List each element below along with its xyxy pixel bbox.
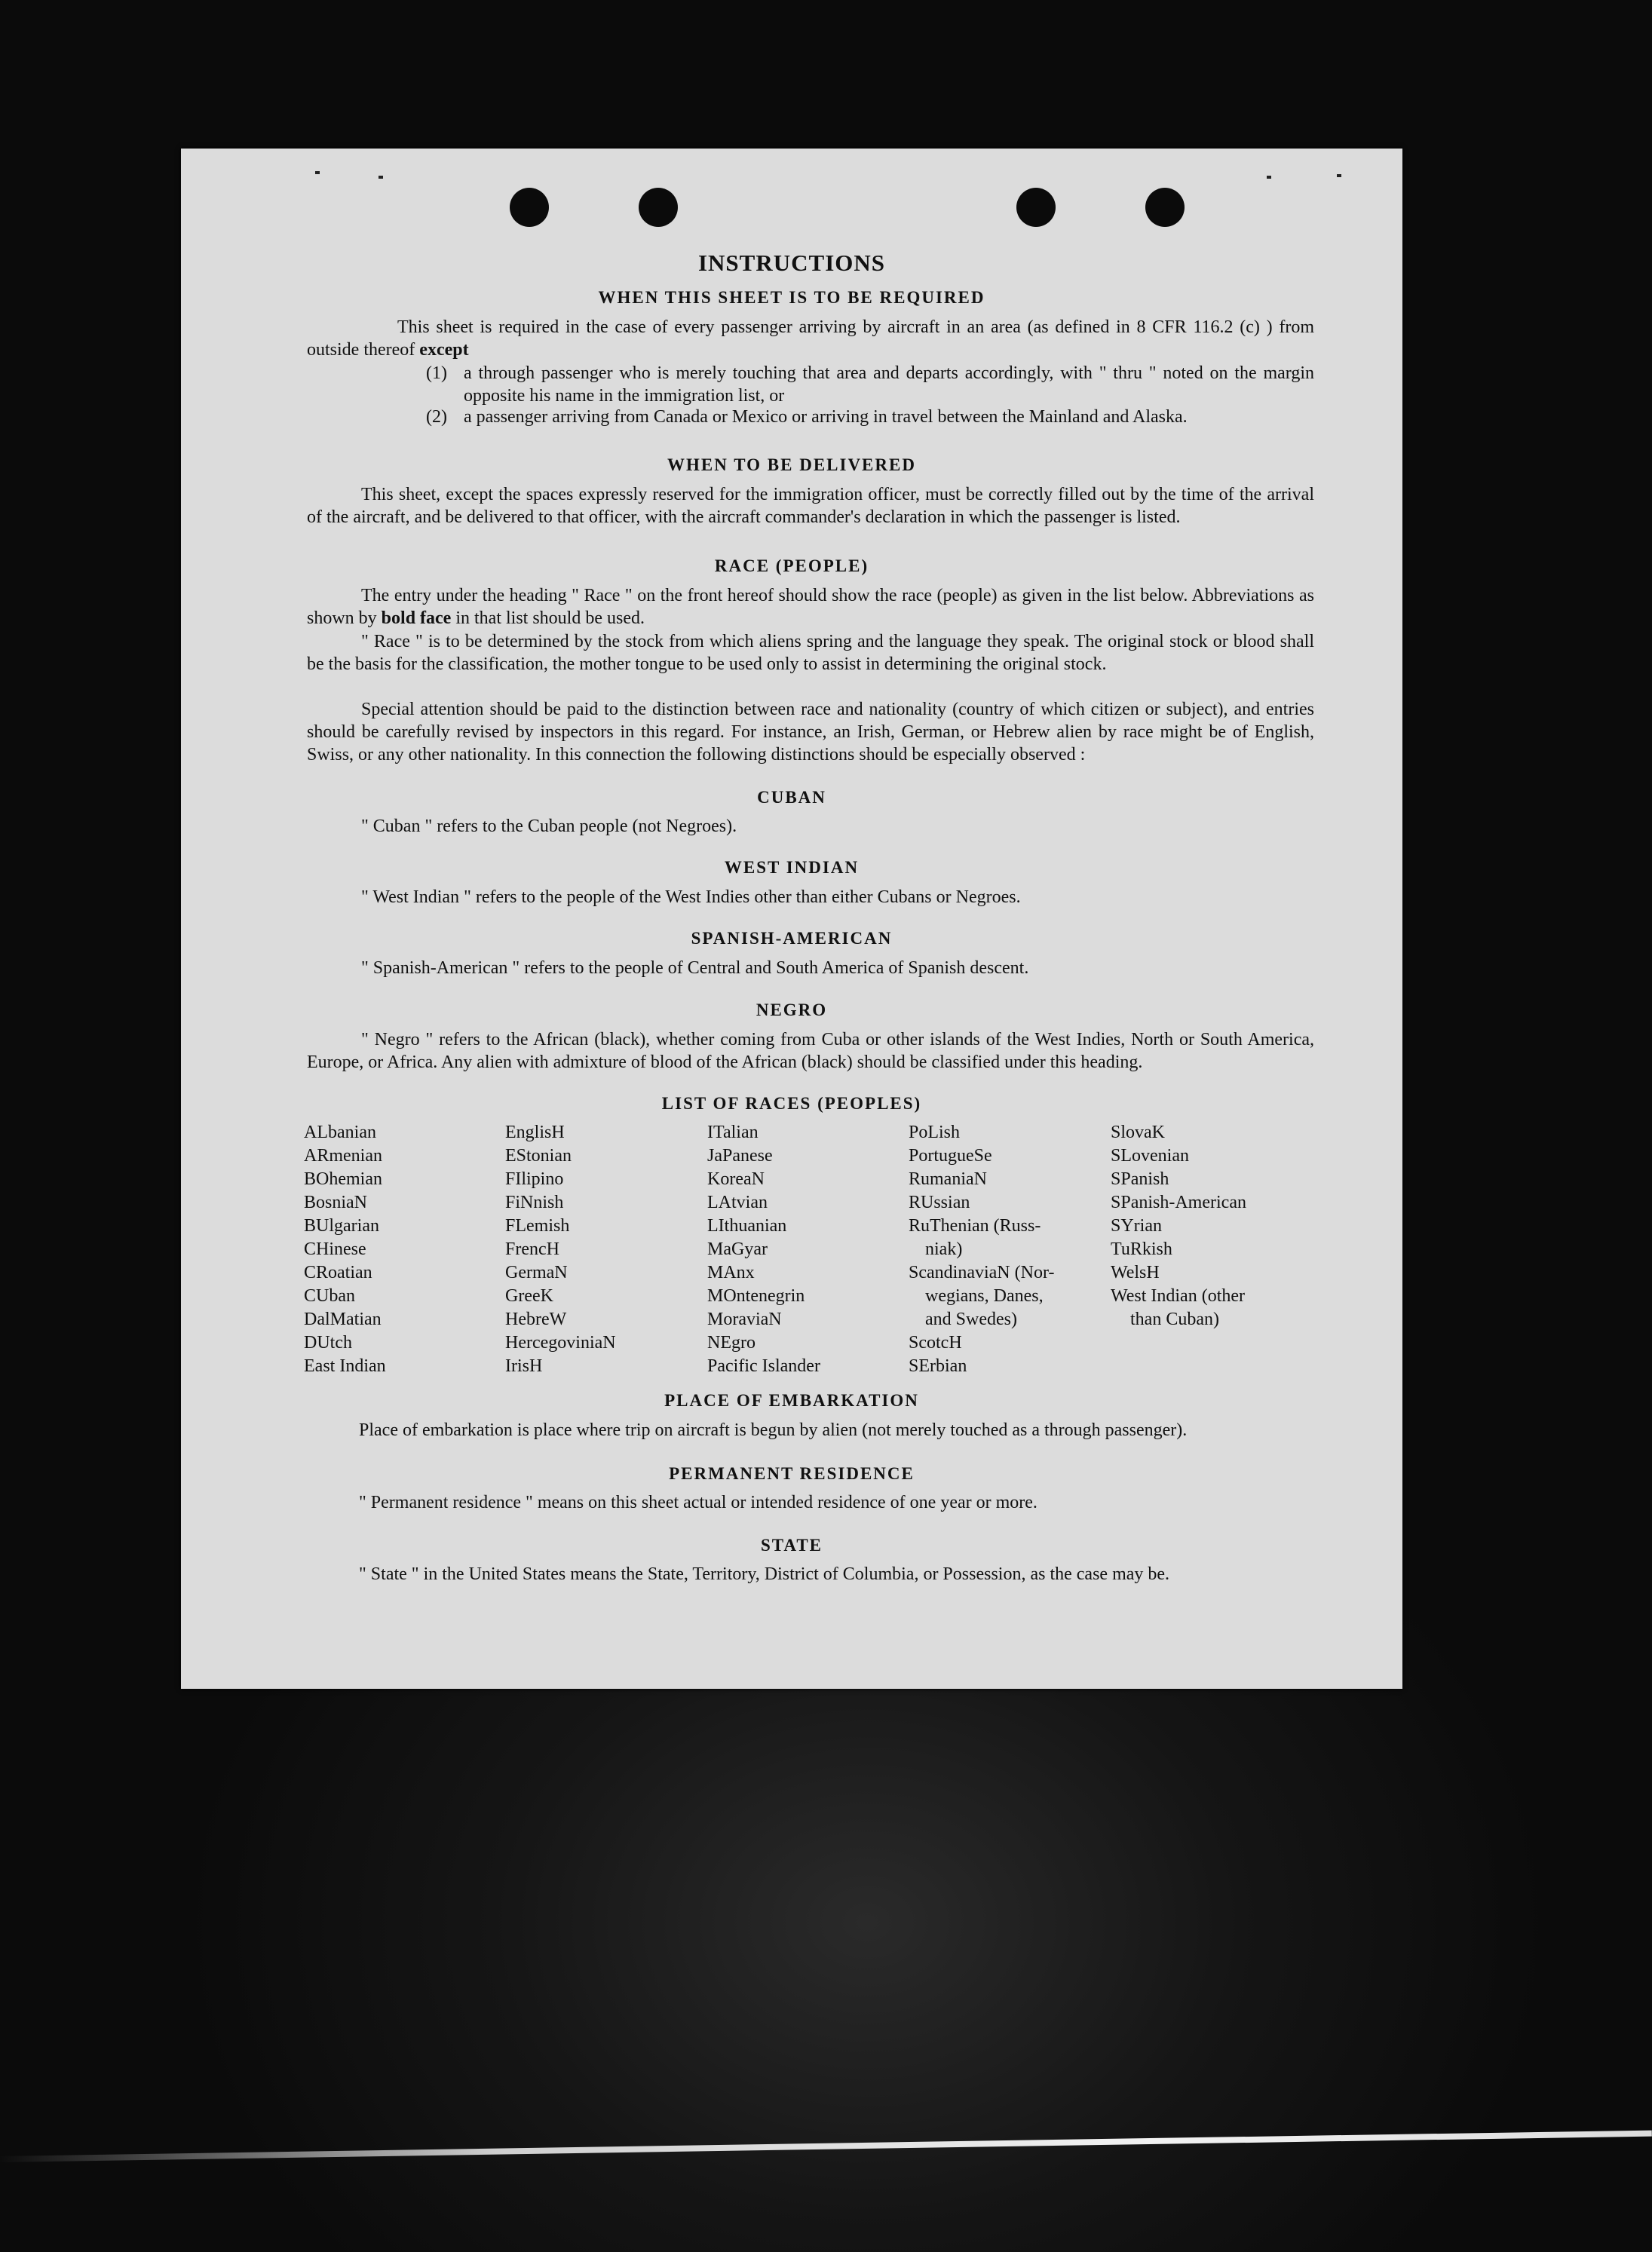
item1-number: (1) bbox=[426, 363, 447, 383]
punch-hole bbox=[510, 188, 549, 227]
heading-negro: NEGRO bbox=[756, 1000, 828, 1019]
race-entry: FLemish bbox=[505, 1216, 570, 1236]
race-entry: FiNnish bbox=[505, 1193, 564, 1212]
race-entry: MOntenegrin bbox=[707, 1286, 805, 1306]
race-entry: West Indian (other bbox=[1111, 1286, 1246, 1306]
heading-spanish-american: SPANISH-AMERICAN bbox=[691, 929, 893, 948]
race-entry: MaGyar bbox=[707, 1239, 768, 1259]
race-entry: ScandinaviaN (Nor- bbox=[909, 1263, 1055, 1282]
race-entry: and Swedes) bbox=[925, 1310, 1017, 1329]
scan-mark bbox=[315, 171, 320, 174]
race-entry: East Indian bbox=[304, 1356, 386, 1376]
race-entry: ITalian bbox=[707, 1123, 759, 1142]
para-when-delivered: This sheet, except the spaces expressly reserved for the immigration officer, must be correctly filled out by the time of the arrival of the aircraft, and be delivered to that officer, with the aircraft commander's declaration in which the passenger is listed. bbox=[307, 485, 1314, 527]
punch-hole bbox=[1145, 188, 1185, 227]
heading-residence: PERMANENT RESIDENCE bbox=[669, 1464, 915, 1483]
para-when-required bbox=[307, 316, 1314, 361]
race-entry: ScotcH bbox=[909, 1333, 962, 1353]
race-entry: IrisH bbox=[505, 1356, 543, 1376]
page-title: INSTRUCTIONS bbox=[697, 250, 885, 276]
scan-mark bbox=[1267, 176, 1271, 179]
race-entry: DUtch bbox=[304, 1333, 352, 1353]
item1-text: a through passenger who is merely touching that area and departs accordingly, with " thru " noted on the margin opposite his name in the immigration list, or bbox=[464, 363, 1314, 406]
para-race-3: Special attention should be paid to the distinction between race and nationality (country of which citizen or subject), and entries should be carefully revised by inspectors in this regard. For instance, an Irish, German, or Hebrew alien by race might be of English, Swiss, or any other nationality. In this connection the following distinctions should be especially observed : bbox=[307, 700, 1314, 764]
race-bold-face: bold face bbox=[381, 608, 452, 628]
race-entry: DalMatian bbox=[304, 1310, 382, 1329]
race-entry: FIlipino bbox=[505, 1169, 564, 1189]
races-column-4 bbox=[909, 1121, 1054, 1378]
heading-cuban: CUBAN bbox=[757, 788, 826, 807]
punch-hole bbox=[1016, 188, 1056, 227]
intro-emphasis: except bbox=[419, 340, 469, 360]
heading-when-required: WHEN THIS SHEET IS TO BE REQUIRED bbox=[598, 288, 985, 307]
para-race-1 bbox=[307, 584, 1314, 630]
para-negro: " Negro " refers to the African (black), whether coming from Cuba or other islands of the West Indies, North or South America, Europe, or Africa. Any alien with admixture of blood of the African (black) should be classified under this heading. bbox=[307, 1030, 1314, 1072]
para-state: " State " in the United States means the State, Territory, District of Columbia, or Possession, as the case may be. bbox=[359, 1564, 1170, 1584]
race-entry: SPanish bbox=[1111, 1169, 1169, 1189]
race-entry: TuRkish bbox=[1111, 1239, 1172, 1259]
race-entry: NEgro bbox=[707, 1333, 756, 1353]
race-entry: wegians, Danes, bbox=[925, 1286, 1044, 1306]
race-entry: FrencH bbox=[505, 1239, 559, 1259]
races-list bbox=[304, 1121, 1329, 1393]
race-entry: WelsH bbox=[1111, 1263, 1160, 1282]
race-entry: BOhemian bbox=[304, 1169, 382, 1189]
races-column-3 bbox=[707, 1121, 820, 1378]
race-entry: ALbanian bbox=[304, 1123, 376, 1142]
race-entry: BUlgarian bbox=[304, 1216, 379, 1236]
race-entry: MoraviaN bbox=[707, 1310, 782, 1329]
race-entry: RUssian bbox=[909, 1193, 970, 1212]
document-sheet bbox=[181, 149, 1402, 1689]
heading-list-of-races: LIST OF RACES (PEOPLES) bbox=[661, 1094, 922, 1113]
scan-mark bbox=[1337, 174, 1341, 177]
race-entry: than Cuban) bbox=[1130, 1310, 1219, 1329]
para-embarkation: Place of embarkation is place where trip on aircraft is begun by alien (not merely touched as a through passenger). bbox=[359, 1420, 1188, 1440]
para-race-2: " Race " is to be determined by the stock from which aliens spring and the language they speak. The original stock or blood shall be the basis for the classification, the mother tongue to be used only to assist in determining the original stock. bbox=[307, 632, 1314, 674]
races-column-5 bbox=[1111, 1121, 1246, 1331]
race-entry: PortugueSe bbox=[909, 1146, 992, 1166]
race-entry: PoLish bbox=[909, 1123, 961, 1142]
race-entry: GreeK bbox=[505, 1286, 553, 1306]
race-text-b: in that list should be used. bbox=[455, 608, 645, 628]
race-entry: KoreaN bbox=[707, 1169, 765, 1189]
race-entry: GermaN bbox=[505, 1263, 568, 1282]
race-entry: SYrian bbox=[1111, 1216, 1162, 1236]
race-entry: RumaniaN bbox=[909, 1169, 987, 1189]
heading-embarkation: PLACE OF EMBARKATION bbox=[664, 1391, 919, 1410]
race-entry: MAnx bbox=[707, 1263, 755, 1282]
race-text-a: The entry under the heading " Race " on the front hereof should show the race (people) as given in the list below. Abbreviations as shown by bbox=[307, 586, 1314, 628]
race-entry: SErbian bbox=[909, 1356, 967, 1376]
race-entry: HercegoviniaN bbox=[505, 1333, 616, 1353]
race-entry: CUban bbox=[304, 1286, 355, 1306]
races-column-2 bbox=[505, 1121, 616, 1378]
race-entry: EStonian bbox=[505, 1146, 572, 1166]
item2-number: (2) bbox=[426, 407, 447, 427]
race-entry: JaPanese bbox=[707, 1146, 773, 1166]
race-entry: CHinese bbox=[304, 1239, 366, 1259]
punch-hole bbox=[639, 188, 678, 227]
race-entry: CRoatian bbox=[304, 1263, 372, 1282]
race-entry: LAtvian bbox=[707, 1193, 768, 1212]
races-column-1 bbox=[304, 1121, 386, 1378]
race-entry: LIthuanian bbox=[707, 1216, 787, 1236]
race-entry: HebreW bbox=[505, 1310, 567, 1329]
race-entry: SlovaK bbox=[1111, 1123, 1165, 1142]
race-entry: Pacific Islander bbox=[707, 1356, 820, 1376]
heading-when-delivered: WHEN TO BE DELIVERED bbox=[667, 455, 916, 474]
race-entry: RuThenian (Russ- bbox=[909, 1216, 1041, 1236]
heading-state: STATE bbox=[760, 1536, 823, 1555]
race-entry: EnglisH bbox=[505, 1123, 565, 1142]
scan-mark bbox=[379, 176, 383, 179]
race-entry: SPanish-American bbox=[1111, 1193, 1246, 1212]
para-cuban: " Cuban " refers to the Cuban people (not Negroes). bbox=[361, 817, 737, 836]
para-west-indian: " West Indian " refers to the people of the West Indies other than either Cubans or Negroes. bbox=[361, 887, 1021, 907]
heading-west-indian: WEST INDIAN bbox=[724, 858, 860, 877]
item2-text: a passenger arriving from Canada or Mexico or arriving in travel between the Mainland and Alaska. bbox=[464, 407, 1188, 427]
race-entry: ARmenian bbox=[304, 1146, 382, 1166]
race-entry: SLovenian bbox=[1111, 1146, 1189, 1166]
para-spanish-american: " Spanish-American " refers to the people of Central and South America of Spanish descent. bbox=[361, 958, 1029, 978]
race-entry: BosniaN bbox=[304, 1193, 367, 1212]
race-entry: niak) bbox=[925, 1239, 963, 1259]
heading-race: RACE (PEOPLE) bbox=[714, 556, 869, 575]
intro-text: This sheet is required in the case of every passenger arriving by aircraft in an area (as defined in 8 CFR 116.2 (c) ) from outside thereof bbox=[307, 317, 1314, 360]
para-residence: " Permanent residence " means on this sheet actual or intended residence of one year or more. bbox=[359, 1493, 1037, 1512]
